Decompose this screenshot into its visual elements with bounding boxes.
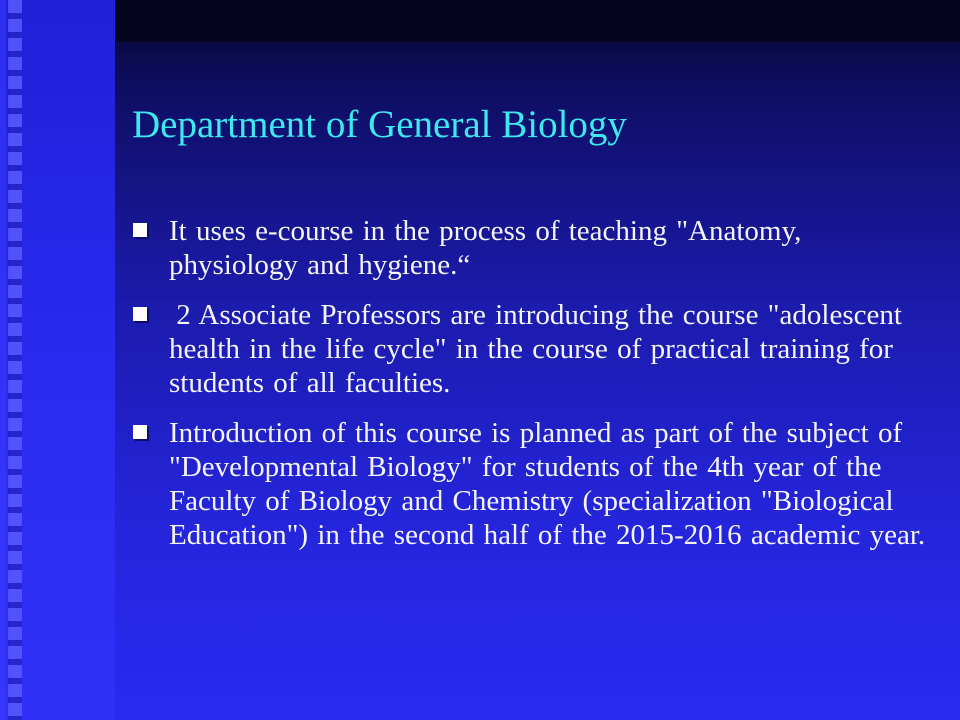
top-dark-band: [115, 0, 960, 42]
square-bullet-icon: [133, 425, 147, 439]
bullet-item-1: [133, 214, 933, 282]
bullet-text: 2 Associate Professors are introducing the course "adolescent health in the life cycle" in the course of practical training for students of all faculties.: [169, 299, 912, 399]
decorative-square-column: [8, 0, 22, 720]
bullet-item-2: [133, 298, 933, 400]
bullet-list: [133, 214, 933, 568]
square-bullet-icon: [133, 223, 147, 237]
bullet-item-3: [133, 416, 933, 552]
bullet-text: It uses e-course in the process of teaching "Anatomy, physiology and hygiene.“: [169, 215, 802, 281]
slide-title: Department of General Biology: [132, 103, 627, 146]
bullet-text: Introduction of this course is planned as part of the subject of "Developmental Biology" for students of the 4th year of the Faculty of Biology and Chemistry (specialization "Biological Education") in the second half of the 2015-2016 academic year.: [169, 417, 926, 551]
square-bullet-icon: [133, 307, 147, 321]
left-decorative-strip: [0, 0, 115, 720]
